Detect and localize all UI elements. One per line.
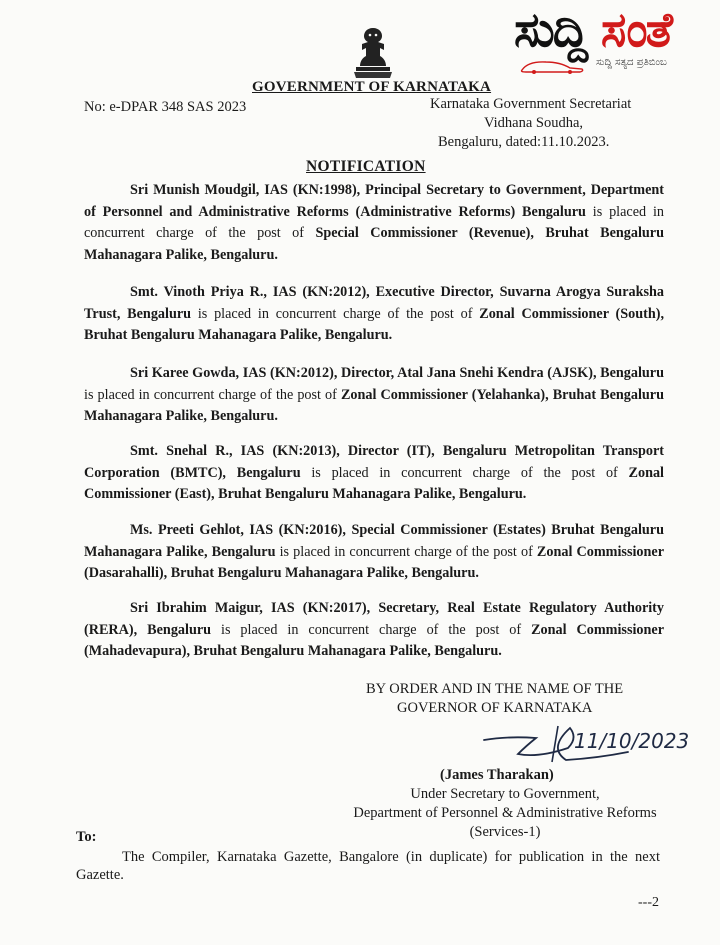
notification-paragraph	[84, 282, 664, 347]
logo-title-part1: ಸುದ್ದಿ	[514, 2, 587, 58]
recipient-text: The Compiler, Karnataka Gazette, Bangalore (in duplicate) for publication in the next Gazette.	[76, 849, 660, 883]
signoff-line1: BY ORDER AND IN THE NAME OF THE	[366, 681, 624, 697]
notification-title: NOTIFICATION	[306, 158, 426, 175]
logo-title-part2: ಸಂತೆ	[600, 2, 671, 58]
car-icon	[518, 58, 588, 74]
paragraph-text: is placed in concurrent charge of the post of	[275, 543, 537, 560]
address-line3: Bengaluru, dated:11.10.2023.	[438, 134, 610, 150]
post-details: Zonal Commissioner (South), Bruhat Bengaluru Mahanagara Palike, Bengaluru.	[84, 305, 665, 343]
paragraph-text: is placed in concurrent charge of the post of	[84, 203, 664, 241]
officer-details: Sri Karee Gowda, IAS (KN:2012), Director, Atal Jana Snehi Kendra (AJSK), Bengaluru	[130, 365, 664, 381]
officer-details: Sri Munish Moudgil, IAS (KN:1998), Principal Secretary to Government, Department of Personnel and Administrative Reforms (Administrative Reforms) Bengaluru	[84, 182, 664, 220]
order-signoff	[366, 680, 623, 718]
suddi-sante-logo	[512, 2, 717, 78]
notification-paragraph	[84, 598, 664, 663]
address-line1: Karnataka Government Secretariat	[430, 96, 632, 112]
address-line2: Vidhana Soudha,	[484, 115, 584, 131]
to-label: To:	[76, 829, 97, 845]
paragraph-text: is placed in concurrent charge of the post of	[300, 464, 629, 481]
order-number: No: e-DPAR 348 SAS 2023	[84, 99, 247, 115]
paragraph-text: is placed in concurrent charge of the post of	[211, 621, 532, 638]
officer-details: Smt. Snehal R., IAS (KN:2013), Director (IT), Bengaluru Metropolitan Transport Corporation (BMTC), Bengaluru	[84, 443, 664, 481]
karnataka-emblem-icon	[352, 26, 394, 80]
officer-designation	[340, 785, 670, 842]
designation-line1: Under Secretary to Government,	[410, 786, 600, 802]
designation-line2: Department of Personnel & Administrative Reforms	[353, 805, 657, 821]
post-details: Zonal Commissioner (Yelahanka), Bruhat Bengaluru Mahanagara Palike, Bengaluru.	[84, 386, 664, 424]
post-details: Special Commissioner (Revenue), Bruhat Bengaluru Mahanagara Palike, Bengaluru.	[84, 225, 664, 263]
post-details: Zonal Commissioner (East), Bruhat Bengaluru Mahanagara Palike, Bengaluru.	[84, 464, 664, 502]
officer-details: Sri Ibrahim Maigur, IAS (KN:2017), Secretary, Real Estate Regulatory Authority (RERA), Bengaluru	[84, 600, 664, 638]
officer-details: Ms. Preeti Gehlot, IAS (KN:2016), Special Commissioner (Estates) Bruhat Bengaluru Mahanagara Palike, Bengaluru	[84, 522, 664, 560]
paragraph-text: is placed in concurrent charge of the post of	[191, 305, 480, 322]
post-details: Zonal Commissioner (Dasarahalli), Bruhat Bengaluru Mahanagara Palike, Bengaluru.	[84, 543, 664, 581]
notification-paragraph	[84, 441, 664, 506]
notification-paragraph	[84, 180, 664, 266]
logo-title	[514, 2, 671, 59]
officer-details: Smt. Vinoth Priya R., IAS (KN:2012), Executive Director, Suvarna Arogya Suraksha Trust, Bengaluru	[84, 284, 664, 322]
secretariat-address	[430, 95, 631, 152]
logo-tagline: ಸುದ್ದಿ ಸತ್ಯದ ಪ್ರತಿಬಿಂಬ	[596, 57, 667, 68]
designation-line3: (Services-1)	[469, 824, 541, 840]
notification-paragraph	[84, 363, 664, 428]
notification-paragraph	[84, 520, 664, 585]
government-title: GOVERNMENT OF KARNATAKA	[252, 79, 492, 95]
officer-name: (James Tharakan)	[440, 767, 554, 783]
handwritten-date: 11/10/2023	[574, 729, 690, 753]
signoff-line2: GOVERNOR OF KARNATAKA	[397, 700, 593, 716]
handwritten-signature	[478, 718, 708, 768]
post-details: Zonal Commissioner (Mahadevapura), Bruhat Bengaluru Mahanagara Palike, Bengaluru.	[84, 621, 664, 659]
page-marker: ---2	[638, 895, 659, 910]
paragraph-text: is placed in concurrent charge of the post of	[84, 386, 341, 403]
